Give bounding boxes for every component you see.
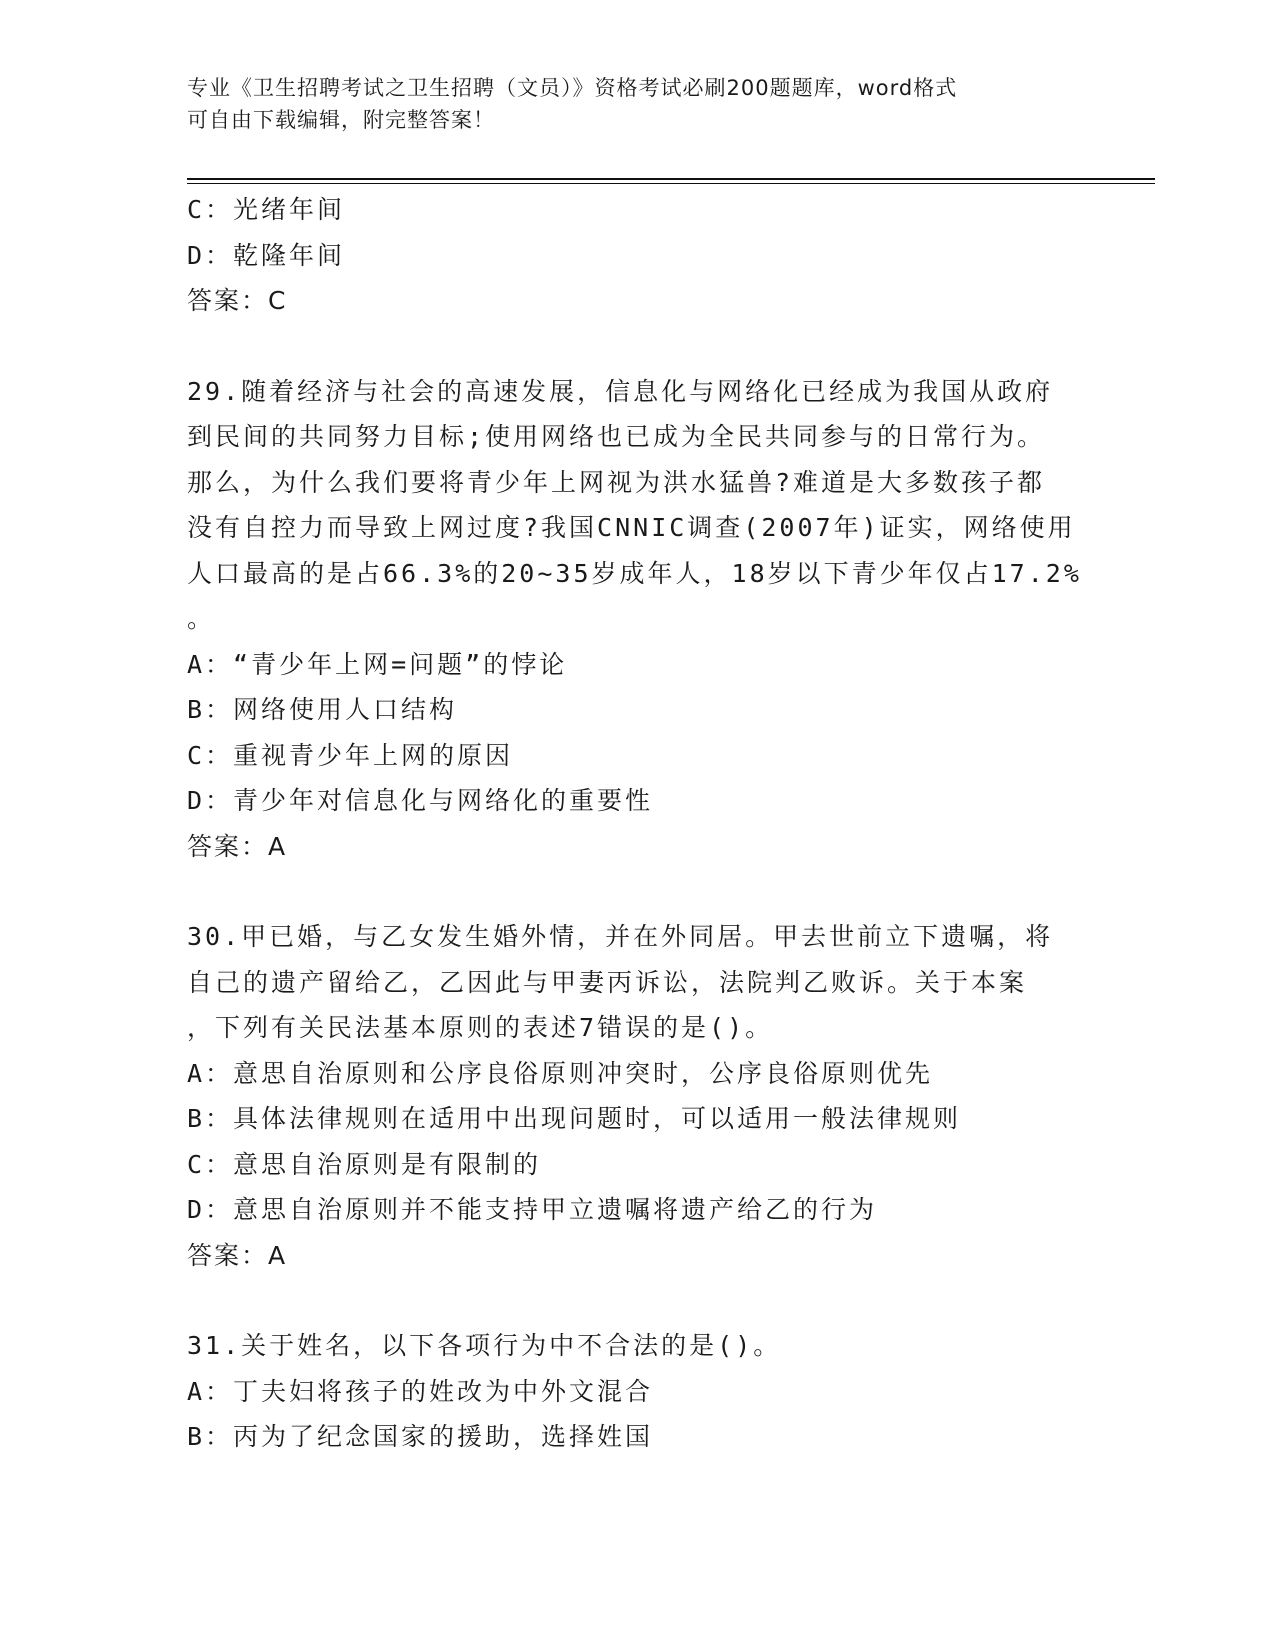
question-content xyxy=(187,187,1107,1460)
header-line-2: 可自由下载编辑，附完整答案！ xyxy=(187,108,495,132)
option-c: C：光绪年间 xyxy=(187,195,346,224)
option-b: B：网络使用人口结构 xyxy=(187,695,458,724)
answer: 答案：A xyxy=(187,831,288,861)
option-c: C：意思自治原则是有限制的 xyxy=(187,1149,542,1179)
question-stem-line: 自己的遗产留给乙，乙因此与甲妻丙诉讼，法院判乙败诉。关于本案 xyxy=(187,967,1028,997)
option-d: D：青少年对信息化与网络化的重要性 xyxy=(187,786,654,815)
option-d: D：乾隆年间 xyxy=(187,240,346,270)
question-29 xyxy=(187,369,1107,870)
header-rule-thick xyxy=(187,178,1155,180)
question-stem-line: 。 xyxy=(187,604,216,633)
question-stem-line: 那么，为什么我们要将青少年上网视为洪水猛兽?难道是大多数孩子都 xyxy=(187,467,1046,497)
question-stem-line: 29.随着经济与社会的高速发展，信息化与网络化已经成为我国从政府 xyxy=(187,376,1054,406)
option-b: B：丙为了纪念国家的援助，选择姓国 xyxy=(187,1422,654,1451)
question-stem-line: 到民间的共同努力目标;使用网络也已成为全民共同参与的日常行为。 xyxy=(187,422,1046,451)
option-a: A：“青少年上网=问题”的悖论 xyxy=(187,649,568,679)
question-stem-line: 31.关于姓名，以下各项行为中不合法的是()。 xyxy=(187,1331,782,1360)
option-d: D：意思自治原则并不能支持甲立遗嘱将遗产给乙的行为 xyxy=(187,1195,878,1224)
answer: 答案：C xyxy=(187,286,288,315)
header-line-1: 专业《卫生招聘考试之卫生招聘（文员）》资格考试必刷200题题库，word格式 xyxy=(187,76,958,100)
option-a: A：意思自治原则和公序良俗原则冲突时，公序良俗原则优先 xyxy=(187,1058,934,1088)
question-31 xyxy=(187,1323,1107,1460)
question-stem-line: 人口最高的是占66.3%的20~35岁成年人，18岁以下青少年仅占17.2% xyxy=(187,558,1082,588)
option-c: C：重视青少年上网的原因 xyxy=(187,740,514,770)
option-b: B：具体法律规则在适用中出现问题时，可以适用一般法律规则 xyxy=(187,1104,962,1133)
question-30 xyxy=(187,914,1107,1278)
document-header xyxy=(187,72,1107,136)
header-rule-thin xyxy=(187,183,1155,184)
question-stem-line: ，下列有关民法基本原则的表述7错误的是()。 xyxy=(187,1013,774,1042)
option-a: A：丁夫妇将孩子的姓改为中外文混合 xyxy=(187,1376,654,1406)
question-stem-line: 没有自控力而导致上网过度?我国CNNIC调查(2007年)证实，网络使用 xyxy=(187,513,1076,542)
answer: 答案：A xyxy=(187,1240,288,1270)
prev-question-block xyxy=(187,187,1107,324)
question-stem-line: 30.甲已婚，与乙女发生婚外情，并在外同居。甲去世前立下遗嘱，将 xyxy=(187,922,1054,951)
